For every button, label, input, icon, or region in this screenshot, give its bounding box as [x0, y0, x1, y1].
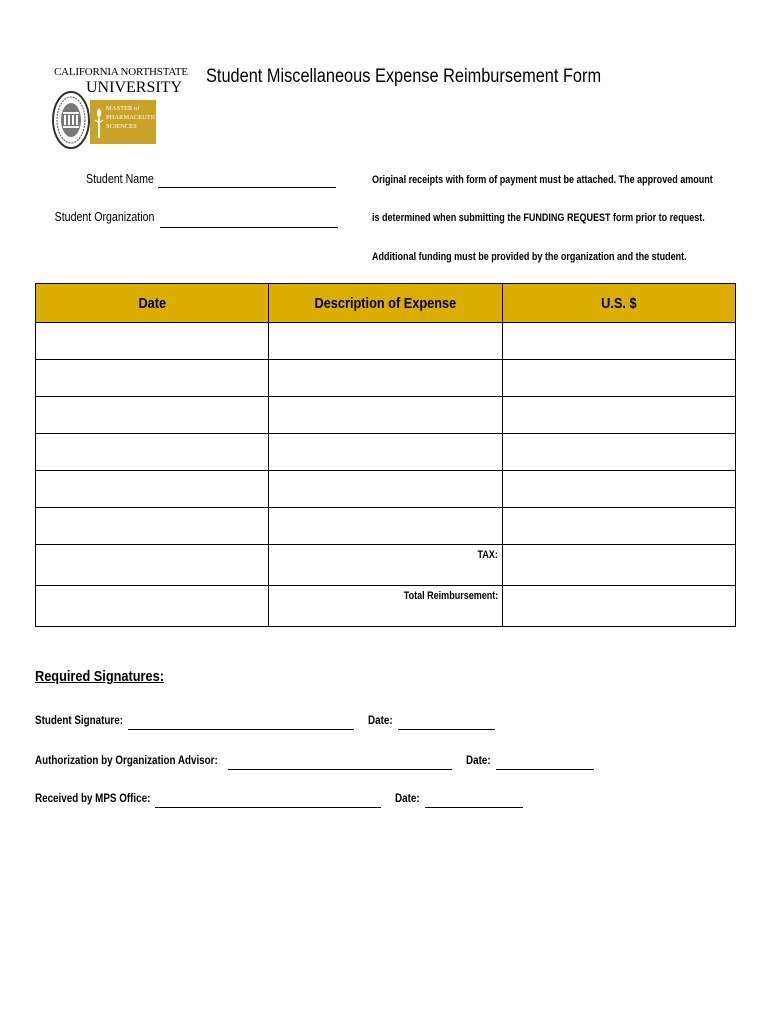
student-date-field[interactable] — [398, 729, 495, 730]
advisor-signature-field[interactable] — [228, 769, 452, 770]
university-seal-icon — [52, 90, 90, 150]
table-row — [36, 397, 736, 434]
torch-icon — [93, 106, 105, 140]
university-logo — [52, 66, 188, 154]
tax-amount-cell[interactable] — [503, 545, 736, 586]
date-cell[interactable] — [36, 397, 269, 434]
description-cell[interactable] — [269, 323, 503, 360]
amount-cell[interactable] — [503, 397, 736, 434]
amount-cell[interactable] — [503, 434, 736, 471]
col-date: Date — [36, 284, 269, 323]
total-row — [36, 586, 736, 627]
tax-row — [36, 545, 736, 586]
date-cell[interactable] — [36, 323, 269, 360]
note-line-2: is determined when submitting the FUNDING REQUEST form prior to request. — [372, 212, 705, 224]
advisor-label: Authorization by Organization Advisor: — [35, 753, 218, 767]
expense-table — [35, 283, 736, 627]
student-name-label: Student Name — [86, 172, 154, 186]
amount-cell[interactable] — [503, 471, 736, 508]
description-cell[interactable] — [269, 360, 503, 397]
amount-cell[interactable] — [503, 508, 736, 545]
col-description: Description of Expense — [269, 284, 503, 323]
table-header-row — [36, 284, 736, 323]
table-row — [36, 508, 736, 545]
table-row — [36, 323, 736, 360]
amount-cell[interactable] — [503, 360, 736, 397]
program-line-2: PHARMACEUTICAL — [106, 114, 166, 121]
description-cell[interactable] — [269, 397, 503, 434]
note-line-3: Additional funding must be provided by the organization and the student. — [372, 251, 687, 263]
amount-cell[interactable] — [503, 323, 736, 360]
program-line-1: MASTER of — [106, 105, 140, 112]
logo-university-top: CALIFORNIA NORTHSTATE — [54, 66, 188, 78]
date-cell[interactable] — [36, 360, 269, 397]
table-row — [36, 434, 736, 471]
program-line-3: SCIENCES — [106, 123, 137, 130]
program-name — [106, 104, 166, 131]
note-line-1: Original receipts with form of payment must be attached. The approved amount — [372, 174, 713, 186]
mps-date-label: Date: — [395, 791, 420, 805]
date-cell[interactable] — [36, 471, 269, 508]
tax-label: TAX: — [269, 545, 503, 586]
table-row — [36, 471, 736, 508]
logo-university-bottom: UNIVERSITY — [86, 79, 182, 96]
student-name-field[interactable] — [158, 187, 336, 188]
mps-date-field[interactable] — [425, 807, 523, 808]
description-cell[interactable] — [269, 508, 503, 545]
student-org-label: Student Organization — [54, 210, 154, 224]
mps-office-label: Received by MPS Office: — [35, 791, 151, 805]
student-signature-field[interactable] — [128, 729, 354, 730]
date-cell[interactable] — [36, 434, 269, 471]
description-cell[interactable] — [269, 471, 503, 508]
mps-office-signature-field[interactable] — [155, 807, 381, 808]
advisor-date-field[interactable] — [496, 769, 594, 770]
date-cell[interactable] — [36, 508, 269, 545]
student-date-label: Date: — [368, 713, 393, 727]
total-label: Total Reimbursement: — [269, 586, 503, 627]
date-cell — [36, 586, 269, 627]
table-row — [36, 360, 736, 397]
total-amount-cell[interactable] — [503, 586, 736, 627]
student-org-field[interactable] — [160, 227, 338, 228]
form-title: Student Miscellaneous Expense Reimbursement Form — [206, 66, 602, 87]
description-cell[interactable] — [269, 434, 503, 471]
col-amount: U.S. $ — [503, 284, 736, 323]
required-signatures-heading: Required Signatures: — [35, 668, 164, 685]
program-badge — [90, 100, 166, 144]
date-cell — [36, 545, 269, 586]
advisor-date-label: Date: — [466, 753, 491, 767]
student-signature-label: Student Signature: — [35, 713, 124, 727]
